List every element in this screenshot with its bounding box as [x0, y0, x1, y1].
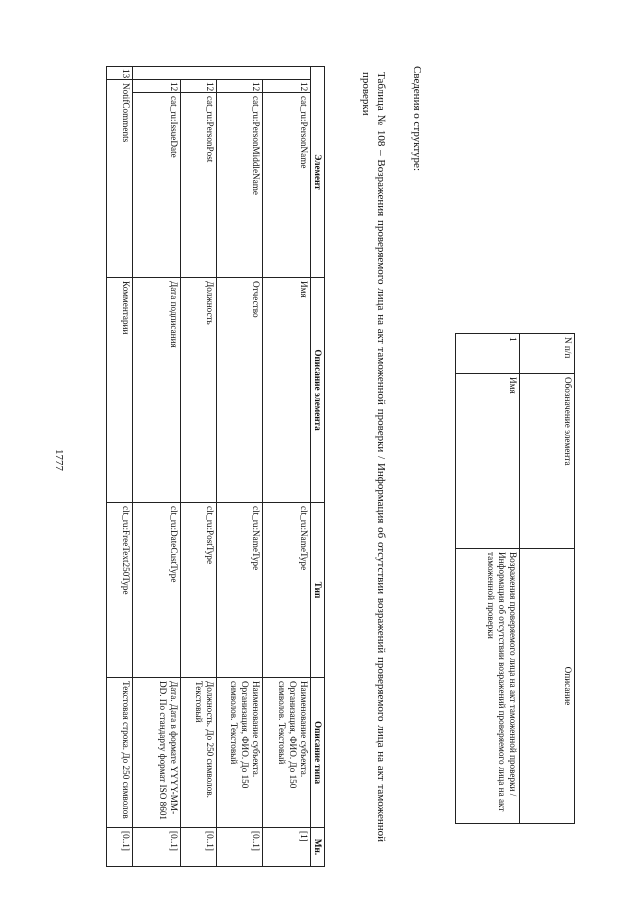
table-row — [456, 334, 520, 824]
structure-label: Сведения о структуре: — [411, 66, 423, 171]
cell-element: cat_ru:PersonMiddleName — [216, 93, 262, 278]
cell-type: clt_ru:PostType — [180, 503, 216, 678]
header-type-description: Описание типа — [310, 678, 324, 828]
cell-type: clt_ru:NameType — [262, 503, 310, 678]
cell-type: clt_ru:DateCustType — [132, 503, 180, 678]
cell-type-description: Текстовая строка. До 250 символов — [106, 678, 132, 828]
row-number: 12 — [180, 80, 216, 93]
header-description: Описание — [520, 549, 575, 824]
cell-element: cat_ru:PersonPost — [180, 93, 216, 278]
table-row — [216, 67, 262, 867]
structure-table-container — [455, 333, 575, 823]
cell-element: cat_ru:IssueDate — [132, 93, 180, 278]
table-row — [132, 67, 180, 867]
cell-description: Отчество — [216, 278, 262, 503]
cell-description: Дата подписания — [132, 278, 180, 503]
table-caption: Таблица № 108 – Возражения проверяемого лица на акт таможенной проверки / Информация об отсутствии возражений проверяемого лица на акт таможенной проверки — [360, 72, 387, 842]
row-number: 13 — [106, 67, 132, 80]
header-element: Элемент — [310, 67, 324, 278]
main-table-container — [105, 66, 325, 866]
cell-description: Возражения проверяемого лица на акт таможенной проверки / Информация об отсутствии возражений проверяемого лица на акт таможенной проверки — [456, 549, 520, 824]
header-element-description: Описание элемента — [310, 278, 324, 503]
header-multiplicity: Мн. — [310, 828, 324, 867]
cell-element: NotifComments — [106, 80, 132, 278]
cell-multiplicity: [0..1] — [132, 828, 180, 867]
header-element-designation: Обозначение элемента — [520, 374, 575, 549]
cell-type-description: Дата. Дата в формате YYYY-MM-DD. По стандарту формат ISO 8601 — [132, 678, 180, 828]
cell-multiplicity: [1] — [262, 828, 310, 867]
cell-type: clt_ru:NameType — [216, 503, 262, 678]
cell-type: clt_ru:FreeText250Type — [106, 503, 132, 678]
cell-description: Комментарии — [106, 278, 132, 503]
row-number: 12 — [216, 80, 262, 93]
structure-table — [455, 333, 575, 824]
page-number: 1777 — [53, 449, 65, 471]
element-table — [106, 66, 325, 867]
cell-element: cat_ru:PersonName — [262, 93, 310, 278]
row-number: 12 — [132, 80, 180, 93]
table-row — [106, 67, 132, 867]
cell-type-description: Должность. До 250 символов. Текстовый — [180, 678, 216, 828]
header-number: N п/п — [520, 334, 575, 374]
cell-multiplicity: [0..1] — [216, 828, 262, 867]
cell-multiplicity: [0..1] — [180, 828, 216, 867]
cell-element-designation: Имя — [456, 374, 520, 549]
cell-multiplicity: [0..1] — [106, 828, 132, 867]
cell-description: Должность — [180, 278, 216, 503]
cell-type-description: Наименование субъекта. Организация, ФИО. До 150 символов. Текстовый — [216, 678, 262, 828]
table-row — [180, 67, 216, 867]
table-row — [262, 67, 310, 867]
header-type: Тип — [310, 503, 324, 678]
row-number: 1 — [456, 334, 520, 374]
cell-type-description: Наименование субъекта. Организация, ФИО. До 150 символов. Текстовый — [262, 678, 310, 828]
cell-description: Имя — [262, 278, 310, 503]
row-number: 12 — [262, 80, 310, 93]
